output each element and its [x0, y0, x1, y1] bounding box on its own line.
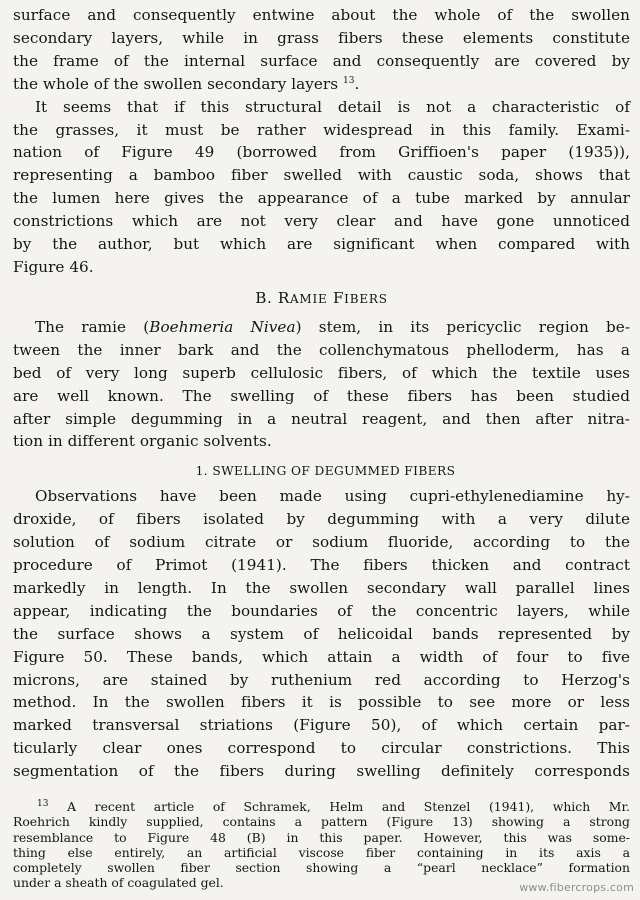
text-line: droxide, of fibers isolated by degumming with a very dilute [13, 510, 630, 529]
text-fragment: The ramie ( [35, 317, 150, 336]
text-line: tion in different organic solvents. [13, 432, 272, 451]
text-line: procedure of Primot (1941). The fibers thicken and contract [13, 556, 630, 575]
subsection-number: 1. [195, 464, 209, 479]
text-line: surface and consequently entwine about the whole of the swollen [13, 6, 630, 24]
section-letter: B. [255, 288, 273, 307]
text-line: microns, are stained by ruthenium red according to Herzog's [13, 670, 630, 689]
footnote-line [13, 799, 630, 814]
text-line [13, 73, 630, 96]
text-line: tween the inner bark and the collenchymatous phelloderm, has a [13, 340, 630, 359]
text-line: marked transversal striations (Figure 50), of which certain par- [13, 716, 630, 735]
text-line: the frame of the internal surface and consequently are covered by [13, 51, 630, 70]
text-line: the lumen here gives the appearance of a tube marked by annular [13, 189, 630, 208]
text-line: bed of very long superb cellulosic fibers, of which the textile uses [13, 363, 630, 382]
text-line: by the author, but which are significant when compared with [13, 235, 630, 254]
text-line: ticularly clear ones correspond to circular constrictions. This [13, 739, 630, 758]
text-line: the surface shows a system of helicoidal bands represented by [13, 624, 630, 643]
paragraph-observations [13, 485, 630, 783]
text-line: secondary layers, while in grass fibers these elements constitute [13, 28, 630, 47]
text-line: Figure 46. [13, 257, 94, 276]
footnote-line: completely swollen fiber section showing a “pearl necklace” formation [13, 859, 630, 875]
footnote-spacer [13, 783, 630, 799]
subsection-title: SWELLING OF DEGUMMED FIBERS [212, 464, 456, 479]
text-line: are well known. The swelling of these fibers has been studied [13, 386, 630, 405]
section-title-rest: AMIE [289, 291, 328, 306]
text-line: Observations have been made using cupri-ethylenediamine hy- [35, 487, 630, 506]
text-fragment: ) stem, in its pericyclic region be- [295, 317, 631, 336]
section-heading [13, 287, 630, 310]
subsection-heading [21, 461, 630, 481]
paragraph-continuation [13, 4, 630, 96]
footnote-number: 13 [37, 798, 49, 809]
footnote-line: Roehrich kindly supplied, contains a pattern (Figure 13) showing a strong [13, 814, 630, 830]
species-name: Boehmeria Nivea [149, 317, 296, 336]
text-fragment: . [354, 74, 360, 93]
paragraph-grasses [13, 96, 630, 279]
text-line: markedly in length. In the swollen secondary wall parallel lines [13, 578, 630, 597]
watermark-url: www.fibercrops.com [519, 881, 634, 894]
text-line: method. In the swollen fibers it is possible to see more or less [13, 693, 630, 712]
section-title2-rest: IBERS [344, 291, 388, 306]
text-line: solution of sodium citrate or sodium fluoride, according to the [13, 533, 630, 552]
text-line: segmentation of the fibers during swelling definitely corresponds [13, 762, 630, 781]
text-line: constrictions which are not very clear and have gone unnoticed [13, 212, 630, 231]
text-line: appear, indicating the boundaries of the concentric layers, while [13, 601, 630, 620]
section-title2-initial: F [333, 288, 345, 307]
footnote-reference: 13 [342, 75, 355, 86]
paragraph-ramie [13, 316, 630, 453]
footnote-line: under a sheath of coagulated gel. [13, 875, 224, 891]
section-title-initial: R [277, 288, 290, 307]
text-fragment: the whole of the swollen secondary layers [13, 74, 339, 93]
text-fragment: A recent article of Schramek, Helm and Stenzel (1941), which Mr. [67, 799, 630, 815]
text-line: It seems that if this structural detail is not a characteristic of [35, 97, 630, 116]
text-line: nation of Figure 49 (borrowed from Griffioen's paper (1935)), [13, 143, 630, 162]
text-line: representing a bamboo fiber swelled with caustic soda, shows that [13, 166, 630, 185]
text-line: the grasses, it must be rather widespread in this family. Exami- [13, 120, 630, 139]
footnote [13, 799, 630, 890]
text-line [13, 316, 630, 339]
text-line: after simple degumming in a neutral reagent, and then after nitra- [13, 409, 630, 428]
text-line: Figure 50. These bands, which attain a width of four to five [13, 647, 630, 666]
footnote-line: resemblance to Figure 48 (B) in this paper. However, this was some- [13, 829, 630, 845]
footnote-line: thing else entirely, an artificial viscose fiber containing in its axis a [13, 844, 630, 860]
